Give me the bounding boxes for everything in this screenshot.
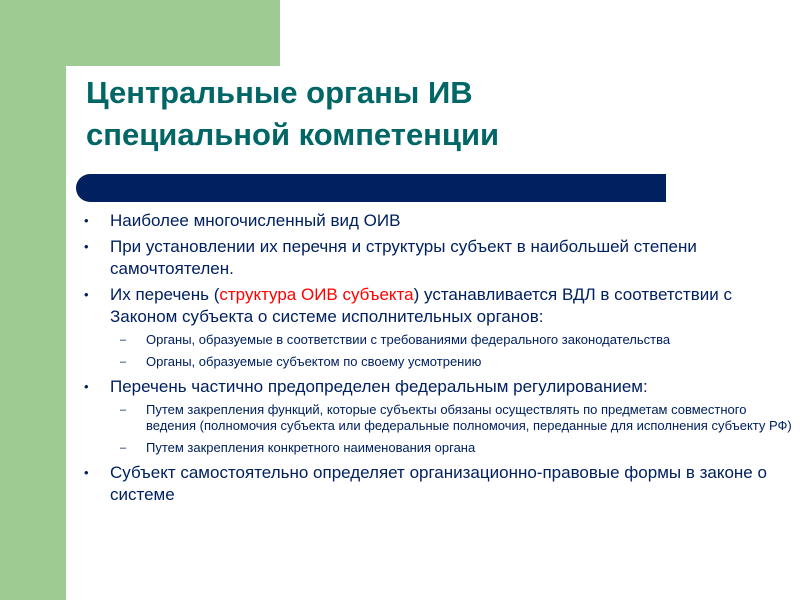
title-line-2: специальной компетенции — [86, 117, 500, 152]
bullet-text-before: Их перечень ( — [110, 285, 220, 304]
bullet-list — [82, 210, 794, 510]
sub-bullet-text: Органы, образуемые субъектом по своему усмотрению — [146, 354, 482, 369]
sub-bullet-item — [82, 332, 794, 348]
sub-bullet-text: Путем закрепления конкретного наименования органа — [146, 440, 476, 455]
title-line-1: Центральные органы ИВ — [86, 75, 473, 110]
dash-bullet-icon: – — [120, 356, 127, 368]
highlight-text: структура ОИВ субъекта — [219, 285, 414, 304]
bullet-text: Перечень частично предопределен федеральным регулированием: — [110, 377, 648, 396]
bullet-item-3 — [82, 284, 794, 328]
bullet-item-2 — [82, 236, 794, 280]
dash-bullet-icon: – — [120, 404, 127, 416]
dash-bullet-icon: – — [120, 442, 127, 454]
bullet-item-4 — [82, 376, 794, 398]
dash-bullet-icon: – — [120, 334, 127, 346]
title-divider-bar — [76, 174, 666, 202]
sub-bullet-item — [82, 440, 794, 456]
bullet-dot-icon: • — [84, 239, 89, 254]
bullet-text: При установлении их перечня и структуры субъект в наибольшей степени самочтоятелен. — [110, 237, 697, 278]
sub-bullet-item — [82, 402, 794, 434]
bullet-dot-icon: • — [84, 379, 89, 394]
bullet-text-after: ) устанавливается ВДЛ в соответствии с Законом субъекта о системе исполнительных органов: — [110, 285, 732, 326]
bullet-text: Наиболее многочисленный вид ОИВ — [110, 211, 401, 230]
sub-bullet-text: Путем закрепления функций, которые субъекты обязаны осуществлять по предметам совместного ведения (полномочия субъекта или федеральные полномочия, переданные для исполнения субъекту РФ) — [146, 402, 792, 433]
bullet-dot-icon: • — [84, 465, 89, 480]
bullet-item-1 — [82, 210, 794, 232]
bullet-text: Субъект самостоятельно определяет организационно-правовые формы в законе о системе — [110, 463, 767, 504]
bullet-dot-icon: • — [84, 287, 89, 302]
green-accent-top — [0, 0, 280, 66]
sub-bullet-item — [82, 354, 794, 370]
sub-bullet-text: Органы, образуемые в соответствии с требованиями федерального законодательства — [146, 332, 671, 347]
green-accent-left — [0, 0, 66, 600]
bullet-item-5 — [82, 462, 794, 506]
bullet-dot-icon: • — [84, 213, 89, 228]
slide-title — [86, 72, 766, 156]
